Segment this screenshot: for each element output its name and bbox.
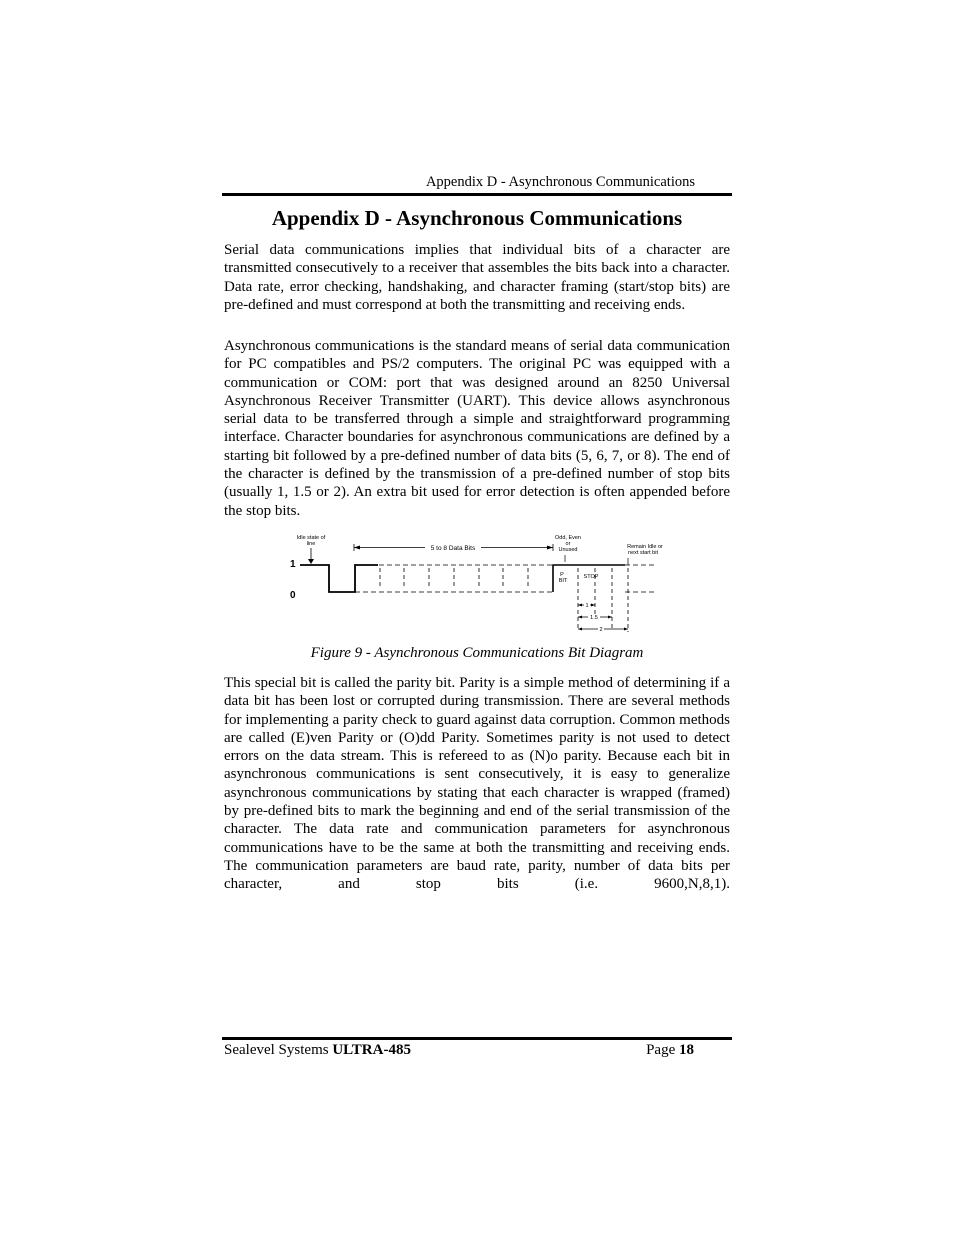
signal-waveform (300, 565, 378, 592)
idle-label-1: Idle state of (296, 535, 326, 541)
footer-right (646, 1042, 694, 1059)
idle-arrowhead (308, 559, 314, 564)
figure-caption: Figure 9 - Asynchronous Communications Bit Diagram (310, 645, 644, 661)
running-header: Appendix D - Asynchronous Communications (425, 174, 695, 190)
footer-company: Sealevel Systems (224, 1042, 333, 1058)
footer-left (224, 1042, 411, 1059)
footer-page-label: Page (646, 1042, 679, 1058)
parity-label-1: Odd, Even (555, 535, 581, 541)
remain-label-1: Remain Idle or (627, 544, 663, 550)
remain-label-2: next start bit (628, 550, 658, 556)
stop-1-label: 1 (585, 603, 589, 609)
p-label: P (560, 572, 564, 578)
data-span-arrow-right (547, 546, 553, 550)
level-high: 1 (290, 559, 296, 570)
stop-15-label: 1.5 (590, 615, 598, 621)
level-low: 0 (290, 590, 296, 601)
parity-label-3: Unused (558, 547, 578, 553)
idle-label-2: line (306, 541, 316, 547)
page-title: Appendix D - Asynchronous Communications (271, 206, 683, 230)
header-rule (222, 193, 732, 196)
paragraph-async: Asynchronous communications is the standard means of serial data communication for PC compatibles and PS/2 computers. The original PC was equipped with a communication or COM: port that was designed around an 8250 Universal Asynchronous Receiver Transmitter (UART). This device allows asynchronous serial data to be transferred through a simple and straightforward programming interface. Character boundaries for asynchronous communications are defined by a starting bit followed by a pre-defined number of data bits (5, 6, 7, or 8). The end of the character is defined by the transmission of a pre-defined number of stop bits (usually 1, 1.5 or 2). An extra bit used for error detection is often appended before the stop bits. (224, 338, 730, 519)
stop-label: STOP (583, 574, 599, 580)
paragraph-parity: This special bit is called the parity bit. Parity is a simple method of determining if a data bit has been lost or corrupted during transmission. There are several methods for implementing a parity check to guard against data corruption. Common methods are called (E)ven Parity or (O)dd Parity. Sometimes parity is not used to detect errors on the data stream. This is refereed to as (N)o parity. Because each bit in asynchronous communications is sent consecutively, it is easy to generalize asynchronous communications by stating that each character is wrapped (framed) by pre-defined bits to mark the beginning and end of the serial transmission of the character. The data rate and communication parameters for asynchronous communications have to be the same at both the transmitting and receiving ends. The communication parameters are baud rate, parity, number of data bits per character, and stop bits (i.e. 9600,N,8,1). (224, 675, 730, 893)
parity-label-2: or (565, 541, 571, 547)
data-bits-label: 5 to 8 Data Bits (430, 545, 476, 552)
footer-rule (222, 1037, 732, 1040)
bit-diagram (285, 532, 675, 637)
stop-2-label: 2 (599, 627, 603, 633)
bit-label: BIT (558, 578, 568, 584)
footer-page-number: 18 (679, 1042, 694, 1058)
paragraph-intro: Serial data communications implies that individual bits of a character are transmitted consecutively to a receiver that assembles the bits back into a character. Data rate, error checking, handshaking, and character framing (start/stop bits) are pre-defined and must correspond at both the transmitting and receiving ends. (224, 242, 730, 313)
footer-product: ULTRA-485 (332, 1042, 411, 1058)
bit-diagram-svg (285, 532, 675, 637)
data-span-arrow-left (354, 546, 360, 550)
